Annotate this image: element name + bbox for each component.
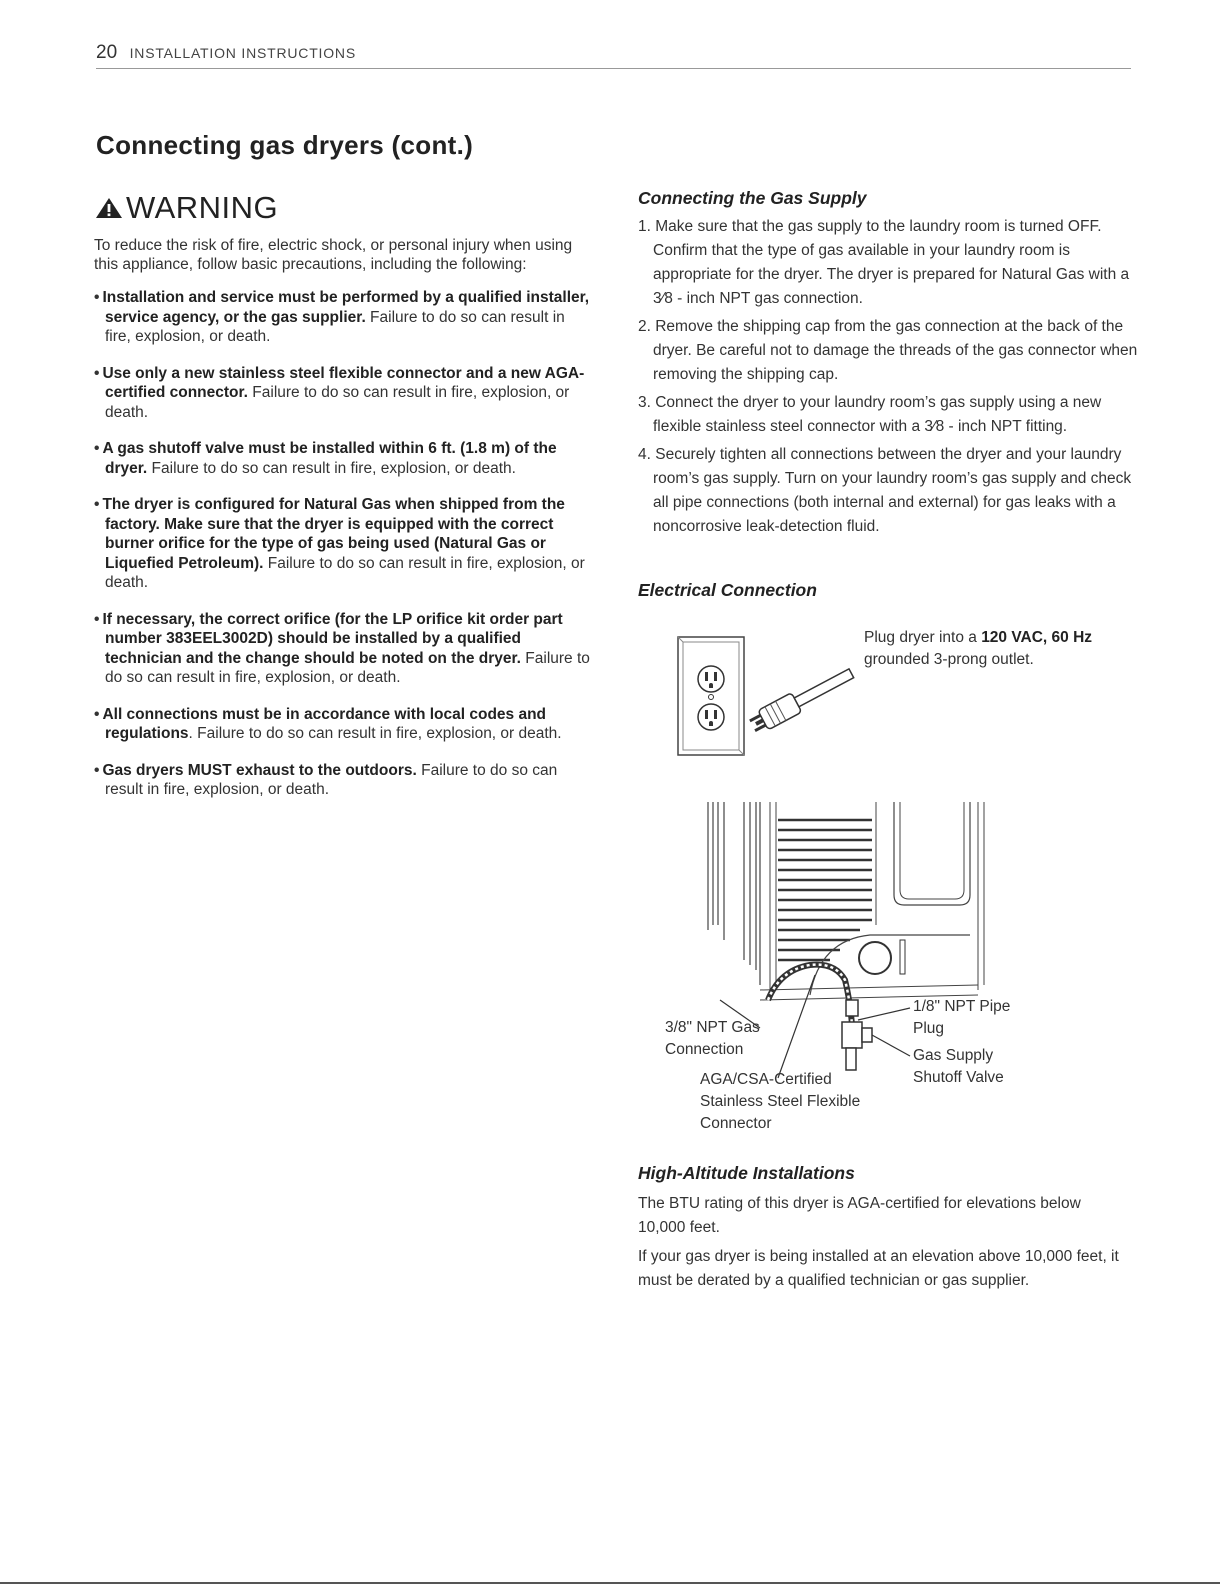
warning-bullet: • The dryer is configured for Natural Gas when shipped from the factory. Make sure that the dryer is equipped with the correct burner orifice for the type of gas being used (Natural Gas or Liquefied Petroleum). Failure to do so can result in fire, explosion, or death. [94, 496, 585, 591]
high-altitude-paragraph: If your gas dryer is being installed at an elevation above 10,000 feet, it must be derated by a qualified technician or gas supplier. [638, 1248, 1119, 1289]
warning-section [94, 188, 594, 817]
step-item: 3. Connect the dryer to your laundry room’s gas supply using a new flexible stainless steel connector with a 3⁄8 - inch NPT fitting. [638, 394, 1102, 435]
label-npt-gas-connection: 3/8" NPT Gas Connection [665, 1019, 760, 1058]
label-pipe-plug: 1/8" NPT Pipe Plug [913, 998, 1011, 1037]
page-number: 20 [96, 42, 118, 63]
high-altitude-paragraph: The BTU rating of this dryer is AGA-certified for elevations below 10,000 feet. [638, 1195, 1081, 1236]
warning-bullet: • Gas dryers MUST exhaust to the outdoors. Failure to do so can result in fire, explosion, or death. [94, 761, 558, 798]
step-item: 2. Remove the shipping cap from the gas connection at the back of the dryer. Be careful not to damage the threads of the gas connector when removing the shipping cap. [638, 318, 1138, 383]
page-header [96, 42, 1131, 69]
warning-heading-text: WARNING [126, 190, 279, 225]
gas-supply-heading: Connecting the Gas Supply [638, 188, 867, 208]
warning-triangle-icon [94, 196, 124, 220]
label-shutoff-valve: Gas Supply Shutoff Valve [913, 1047, 1004, 1086]
step-item: 4. Securely tighten all connections between the dryer and your laundry room’s gas supply. Turn on your laundry room’s gas supply and check all pipe connections (both internal and external) for gas leaks with a noncorrosive leak-detection fluid. [638, 446, 1132, 535]
label-flexible-connector: AGA/CSA-Certified Stainless Steel Flexible Connector [700, 1071, 861, 1132]
warning-intro: To reduce the risk of fire, electric shock, or personal injury when using this appliance, follow basic precautions, including the following: [94, 237, 573, 273]
warning-heading [94, 188, 594, 228]
outlet-instruction: Plug dryer into a 120 VAC, 60 Hz grounded 3-prong outlet. [864, 629, 1093, 668]
warning-bullet: • Use only a new stainless steel flexible connector and a new AGA-certified connector. Failure to do so can result in fire, explosion, or death. [94, 364, 585, 421]
step-item: 1. Make sure that the gas supply to the laundry room is turned OFF. Confirm that the type of gas available in your laundry room is appropriate for the dryer. The dryer is prepared for Natural Gas with a 3⁄8 - inch NPT gas connection. [638, 218, 1130, 307]
electrical-heading: Electrical Connection [638, 580, 817, 600]
warning-bullet: • A gas shutoff valve must be installed within 6 ft. (1.8 m) of the dryer. Failure to do so can result in fire, explosion, or death. [94, 440, 557, 477]
warning-bullet: • Installation and service must be performed by a qualified installer, service agency, or the gas supplier. Failure to do so can result in fire, explosion, or death. [94, 289, 590, 345]
gas-supply-steps [638, 215, 1138, 539]
page-title: Connecting gas dryers (cont.) [96, 130, 474, 160]
high-altitude-heading: High-Altitude Installations [638, 1163, 855, 1183]
warning-bullet: • If necessary, the correct orifice (for the LP orifice kit order part number 383EEL3002D) should be installed by a qualified technician and the change should be noted on the dryer. Failure to do so can result in fire, explosion, or death. [94, 610, 590, 686]
header-section-title: INSTALLATION INSTRUCTIONS [129, 45, 356, 61]
warning-bullet: • All connections must be in accordance with local codes and regulations. Failure to do so can result in fire, explosion, or death. [94, 705, 562, 742]
outlet-plug-illustration [676, 633, 866, 763]
bottom-rule [0, 1582, 1220, 1584]
gas-supply-section [638, 188, 1138, 543]
warning-bullet-list [94, 288, 594, 800]
